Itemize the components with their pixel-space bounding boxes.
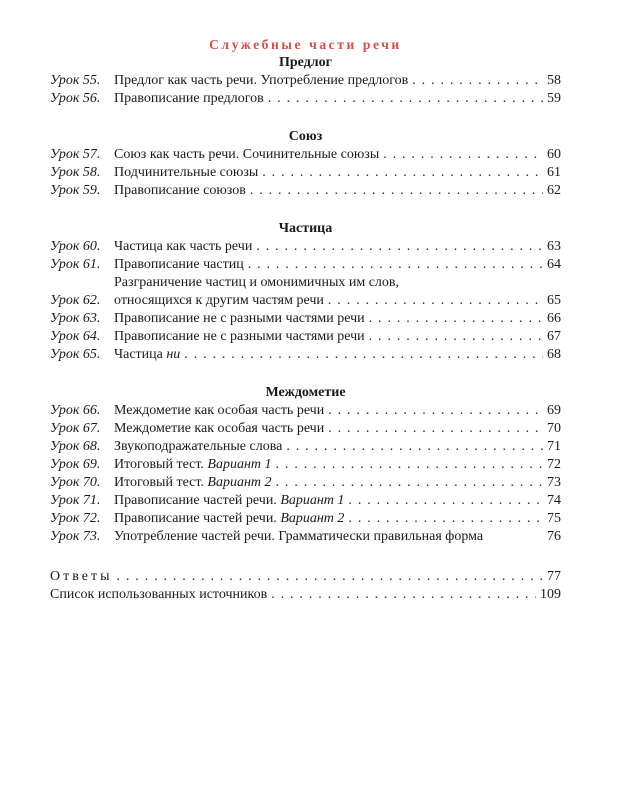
entry-line: [114, 182, 561, 200]
lesson-number: Урок 69.: [50, 457, 101, 472]
lesson-number: Урок 61.: [50, 257, 101, 272]
page-number: 65: [547, 293, 561, 308]
lesson-number: Урок 63.: [50, 311, 101, 326]
entry-body: [50, 586, 561, 604]
entry-body: [114, 256, 561, 274]
lesson-number: Урок 64.: [50, 329, 101, 344]
entry-title-text: Частица как часть речи: [114, 239, 253, 254]
entry-title-text: Правописание частей речи.: [114, 493, 277, 508]
page-number: 64: [547, 257, 561, 272]
entry-body: [50, 568, 561, 586]
entry-body: [114, 474, 561, 492]
page-number: 58: [547, 73, 561, 88]
entry-title-text: Союз как часть речи. Сочинительные союзы: [114, 147, 380, 162]
entry-line: [114, 438, 561, 456]
entry-title-text: Употребление частей речи. Грамматически правильная форма: [114, 529, 484, 544]
entry-body: [114, 182, 561, 200]
page-number: 60: [547, 147, 561, 162]
entry-line: [114, 238, 561, 256]
entry-body: [114, 492, 561, 510]
toc-entry[interactable]: [50, 256, 561, 274]
entry-body: [114, 238, 561, 256]
toc-entry[interactable]: [50, 456, 561, 474]
entry-body: [114, 346, 561, 364]
page-number: 72: [547, 457, 561, 472]
dot-leader: [328, 402, 543, 420]
page-number: 63: [547, 239, 561, 254]
page-number: 71: [547, 439, 561, 454]
back-matter: [50, 568, 561, 604]
dot-leader: [271, 586, 536, 604]
entry-line: [114, 90, 561, 108]
section-title: Союз: [288, 129, 323, 144]
entry-title: [114, 438, 282, 456]
entry-title-text: Междометие как особая часть речи: [114, 403, 325, 418]
dot-leader: [348, 510, 543, 528]
entry-line: [114, 510, 561, 528]
entry-title: [114, 402, 324, 420]
dot-leader: [276, 474, 543, 492]
dot-leader: [286, 438, 543, 456]
toc-entry[interactable]: [50, 72, 561, 90]
lesson-number: Урок 60.: [50, 239, 101, 254]
entry-title: [114, 528, 547, 546]
dot-leader: [348, 492, 543, 510]
entry-line: [114, 310, 561, 328]
dot-leader: [369, 328, 543, 346]
page-number: 61: [547, 165, 561, 180]
entry-body: [114, 510, 561, 528]
toc-entry[interactable]: [50, 328, 561, 346]
entry-title-italic: Вариант 1: [207, 457, 272, 472]
page-number: 76: [547, 529, 561, 544]
entry-title-italic: Вариант 2: [280, 511, 345, 526]
entry-line: [114, 274, 561, 292]
dot-leader: [250, 182, 543, 200]
toc-entry[interactable]: [50, 238, 561, 256]
entry-title: Список использованных источников: [50, 587, 268, 602]
entry-title-text: Итоговый тест.: [114, 457, 204, 472]
page-number: 75: [547, 511, 561, 526]
entry-line: [114, 420, 561, 438]
entry-line: [114, 346, 561, 364]
entry-title: Ответы: [50, 569, 113, 584]
entry-line: [114, 164, 561, 182]
entry-line: [114, 256, 561, 274]
back-matter-entry[interactable]: [50, 586, 561, 604]
entry-line: [114, 72, 561, 90]
entry-body: [114, 164, 561, 182]
entry-title-text: Звукоподражательные слова: [114, 439, 283, 454]
entry-line: [114, 456, 561, 474]
dot-leader: [328, 292, 543, 310]
entry-title-text: Правописание не с разными частями речи: [114, 311, 365, 326]
dot-leader: [383, 146, 543, 164]
entry-line: [114, 292, 561, 310]
dot-leader: [268, 90, 543, 108]
entry-title: [114, 146, 379, 164]
entry-title-italic: Вариант 1: [280, 493, 345, 508]
dot-leader: [184, 346, 543, 364]
lesson-number: Урок 58.: [50, 165, 101, 180]
entry-title: [114, 328, 365, 346]
entry-body: [114, 146, 561, 164]
toc-entry[interactable]: [50, 438, 561, 456]
lesson-number: Урок 59.: [50, 183, 101, 198]
toc-entry[interactable]: [50, 510, 561, 528]
lesson-number: Урок 71.: [50, 493, 101, 508]
entry-line: [50, 586, 561, 604]
entry-line: [114, 402, 561, 420]
entry-title: [114, 72, 408, 90]
entry-title-text: Предлог как часть речи. Употребление предлогов: [114, 73, 409, 88]
entry-body: [114, 90, 561, 108]
entry-body: [114, 456, 561, 474]
entry-title: [114, 346, 180, 364]
lesson-number: Урок 73.: [50, 529, 101, 544]
entry-title-text: относящихся к другим частям речи: [114, 293, 324, 308]
entry-body: [114, 310, 561, 328]
entry-title: [114, 274, 399, 292]
entry-title-text: Правописание частей речи.: [114, 511, 277, 526]
toc-sections: [50, 54, 561, 546]
page-number: 70: [547, 421, 561, 436]
entry-title: [114, 164, 258, 182]
entry-title: [114, 90, 264, 108]
entry-title-text: Правописание предлогов: [114, 91, 264, 106]
entry-body: [114, 438, 561, 456]
toc-entry[interactable]: [50, 182, 561, 200]
page-number: 68: [547, 347, 561, 362]
entry-title-text: Итоговый тест.: [114, 475, 204, 490]
part-title: Служебные части речи: [209, 37, 402, 52]
dot-leader: [369, 310, 543, 328]
dot-leader: [276, 456, 543, 474]
lesson-number: Урок 68.: [50, 439, 101, 454]
entry-title: [114, 474, 272, 492]
page-number: 109: [540, 587, 561, 602]
entry-title: [114, 492, 344, 510]
entry-body: [114, 274, 561, 310]
page-number: 69: [547, 403, 561, 418]
lesson-number: Урок 62.: [50, 293, 101, 308]
toc-entry[interactable]: [50, 310, 561, 328]
entry-title: [114, 182, 246, 200]
entry-title: [114, 238, 252, 256]
page-number: 74: [547, 493, 561, 508]
toc-entry[interactable]: [50, 274, 561, 310]
dot-leader: [412, 72, 543, 90]
page-number: 62: [547, 183, 561, 198]
entry-title: [114, 310, 365, 328]
back-matter-entry[interactable]: [50, 568, 561, 586]
lesson-number: Урок 56.: [50, 91, 101, 106]
entry-title: [114, 256, 244, 274]
dot-leader: [248, 256, 543, 274]
entry-title: [114, 510, 344, 528]
entry-title-text: Правописание союзов: [114, 183, 246, 198]
section-title: Предлог: [279, 55, 332, 70]
entry-title-text: Правописание не с разными частями речи: [114, 329, 365, 344]
entry-title-italic: Вариант 2: [207, 475, 272, 490]
page-number: 67: [547, 329, 561, 344]
page-number: 66: [547, 311, 561, 326]
dot-leader: [328, 420, 543, 438]
entry-title-text: Частица: [114, 347, 163, 362]
entry-title-text: Междометие как особая часть речи: [114, 421, 325, 436]
entry-body: [114, 420, 561, 438]
dot-leader: [262, 164, 543, 182]
page-number: 77: [547, 569, 561, 584]
lesson-number: Урок 66.: [50, 403, 101, 418]
entry-line: [114, 474, 561, 492]
entry-title-text: Подчинительные союзы: [114, 165, 259, 180]
dot-leader: [117, 568, 544, 586]
lesson-number: Урок 55.: [50, 73, 101, 88]
entry-line: [114, 528, 561, 546]
toc-entry[interactable]: [50, 492, 561, 510]
entry-line: [114, 146, 561, 164]
entry-line: [50, 568, 561, 586]
toc-entry[interactable]: [50, 474, 561, 492]
section-title: Частица: [278, 221, 333, 236]
entry-title: [114, 420, 324, 438]
toc-entry[interactable]: [50, 420, 561, 438]
toc-entry[interactable]: [50, 528, 561, 546]
entry-title-text: Правописание частиц: [114, 257, 244, 272]
section-title: Междометие: [265, 385, 346, 400]
entry-body: [114, 328, 561, 346]
page-number: 73: [547, 475, 561, 490]
lesson-number: Урок 70.: [50, 475, 101, 490]
entry-body: [114, 528, 561, 546]
lesson-number: Урок 57.: [50, 147, 101, 162]
toc-entry[interactable]: [50, 346, 561, 364]
toc-entry[interactable]: [50, 146, 561, 164]
entry-body: [114, 72, 561, 90]
entry-title: [114, 292, 324, 310]
lesson-number: Урок 67.: [50, 421, 101, 436]
lesson-number: Урок 72.: [50, 511, 101, 526]
page-number: 59: [547, 91, 561, 106]
entry-title-italic: ни: [166, 347, 181, 362]
entry-line: [114, 492, 561, 510]
lesson-number: Урок 65.: [50, 347, 101, 362]
toc-entry[interactable]: [50, 402, 561, 420]
toc-entry[interactable]: [50, 90, 561, 108]
entry-title: [114, 456, 272, 474]
entry-body: [114, 402, 561, 420]
toc-page: [50, 36, 561, 604]
entry-line: [114, 328, 561, 346]
toc-entry[interactable]: [50, 164, 561, 182]
dot-leader: [256, 238, 543, 256]
entry-title-text: Разграничение частиц и омонимичных им слов,: [114, 275, 400, 290]
